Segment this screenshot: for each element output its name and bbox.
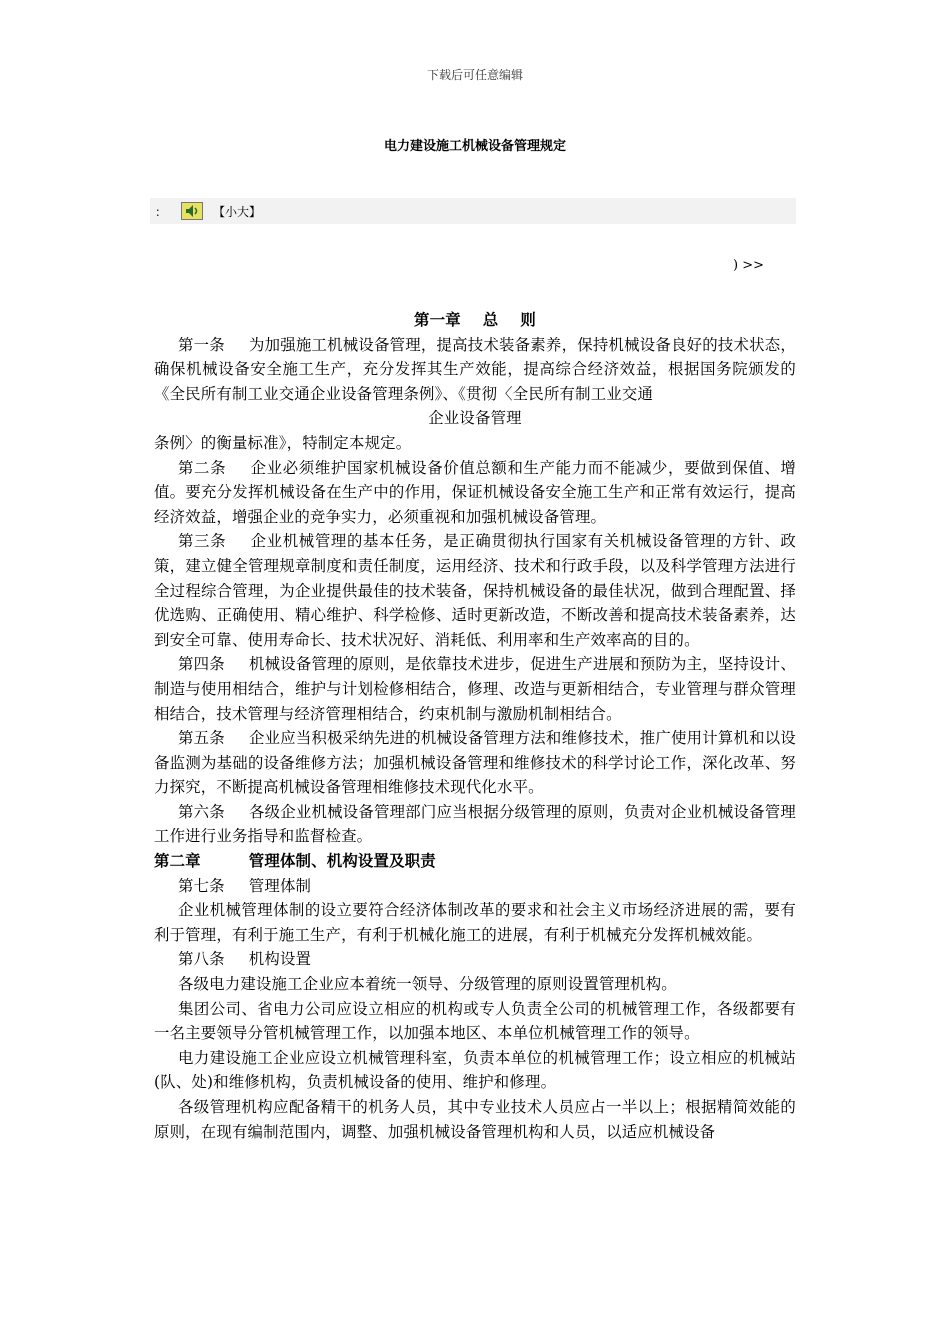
document-body	[154, 308, 796, 1144]
article-8-p4: 各级管理机构应配备精干的机务人员，其中专业技术人员应占一半以上；根据精简效能的原则，在现有编制范围内，调整、加强机械设备管理机构和人员，以适应机械设备	[154, 1098, 796, 1141]
article-8-p3: 电力建设施工企业应设立机械管理科室，负责本单位的机械管理工作；设立相应的机械站(队、处)和维修机构，负责机械设备的使用、维护和修理。	[154, 1048, 796, 1092]
chapter-2-heading: 第二章 管理体制、机构设置及职责	[154, 852, 436, 871]
document-title: 电力建设施工机械设备管理规定	[383, 139, 566, 154]
article-1: 第一条 为加强施工机械设备管理，提高技术装备素养，保持机械设备良好的技术状态，确保机械设备安全施工生产，充分发挥其生产效能，提高综合经济效益，根据国务院颁发的《全民所有制工业交通企业设备管理条例》、《贯彻〈全民所有制工业交通	[154, 335, 796, 403]
article-8-p1: 各级电力建设施工企业应本着统一领导、分级管理的原则设置管理机构。	[178, 975, 677, 994]
article-6: 第六条 各级企业机械设备管理部门应当根据分级管理的原则，负责对企业机械设备管理工作进行业务指导和监督检查。	[154, 802, 796, 846]
article-label: 第八条	[178, 950, 225, 969]
article-8-heading: 第八条 机构设置	[178, 950, 312, 969]
article-label: 第三条	[178, 532, 227, 551]
article-1-continued: 企业设备管理	[428, 409, 522, 428]
toolbar-colon: ：	[155, 204, 168, 219]
article-label: 第六条	[178, 802, 225, 821]
header-note: 下载后可任意编辑	[426, 68, 523, 82]
article-label: 第五条	[178, 729, 225, 748]
chapter-1-heading: 第一章 总 则	[414, 311, 536, 329]
article-4: 第四条 机械设备管理的原则，是依靠技术进步，促进生产进展和预防为主，坚持设计、制造与使用相结合，维护与计划检修相结合，修理、改造与更新相结合，专业管理与群众管理相结合，技术管理与经济管理相结合，约束机制与激励机制相结合。	[154, 655, 796, 723]
article-3: 第三条 企业机械管理的基本任务，是正确贯彻执行国家有关机械设备管理的方针、政策，建立健全管理规章制度和责任制度，运用经济、技术和行政手段，以及科学管理方法进行全过程综合管理，为企业提供最佳的技术装备，保持机械设备的最佳状况，做到合理配置、择优选购、正确使用、精心维护、科学检修、适时更新改造，不断改善和提高技术装备素养，达到安全可靠、使用寿命长、技术状况好、消耗低、利用率和生产效率高的目的。	[154, 532, 796, 649]
article-label: 第一条	[178, 335, 225, 354]
article-1-tail: 条例〉的衡量标准》，特制定本规定。	[154, 433, 412, 452]
article-label: 第四条	[178, 655, 225, 674]
article-5: 第五条 企业应当积极采纳先进的机械设备管理方法和维修技术，推广使用计算机和以设备监测为基础的设备维修方法；加强机械设备管理和维修技术的科学讨论工作，深化改革、努力探究，不断提高机械设备管理相维修技术现代化水平。	[154, 729, 796, 797]
speaker-icon[interactable]	[181, 202, 203, 220]
article-label: 第七条	[178, 876, 225, 895]
article-8-p2: 集团公司、省电力公司应设立相应的机构或专人负责全公司的机械管理工作，各级都要有一名主要领导分管机械管理工作，以加强本地区、本单位机械管理工作的领导。	[154, 999, 796, 1043]
article-2: 第二条 企业必须维护国家机械设备价值总额和生产能力而不能减少，要做到保值、增值。要充分发挥机械设备在生产中的作用，保证机械设备安全施工生产和正常有效运行，提高经济效益，增强企业的竞争实力，必须重视和加强机械设备管理。	[154, 458, 796, 526]
article-label: 第二条	[178, 458, 227, 477]
font-size-control[interactable]: 【小大】	[213, 204, 262, 219]
toolbar	[150, 198, 796, 224]
article-7-heading: 第七条 管理体制	[178, 876, 312, 895]
next-page-link[interactable]: ) >>	[733, 258, 764, 273]
article-7-text: 企业机械管理体制的设立要符合经济体制改革的要求和社会主义市场经济进展的需，要有利于管理，有利于施工生产，有利于机械化施工的进展，有利于机械充分发挥机械效能。	[154, 901, 796, 944]
